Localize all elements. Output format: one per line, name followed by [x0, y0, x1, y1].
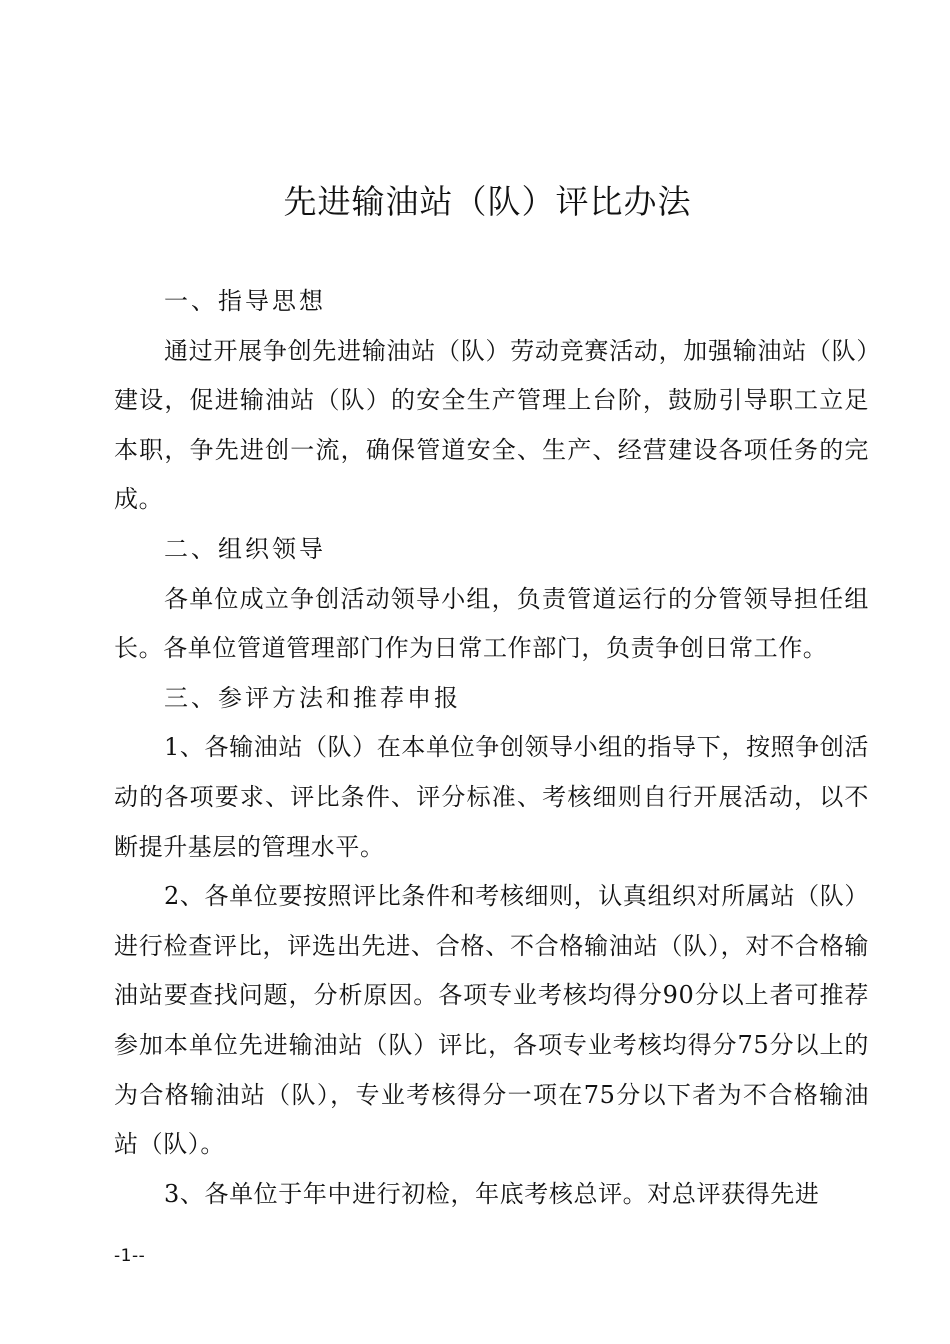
section-heading-organization: 二、组织领导: [164, 534, 326, 563]
paragraph-organization: 各单位成立争创活动领导小组，负责管道运行的分管领导担任组长。各单位管道管理部门作为日常工作部门，负责争创日常工作。: [114, 584, 869, 663]
page-number: -1-‐: [114, 1246, 146, 1266]
paragraph-guiding-ideology: 通过开展争创先进输油站（队）劳动竞赛活动，加强输油站（队）建设，促进输油站（队）的安全生产管理上台阶，鼓励引导职工立足本职，争先进创一流，确保管道安全、生产、经营建设各项任务的完成。: [114, 336, 869, 514]
paragraph-method-item-1: 1、各输油站（队）在本单位争创领导小组的指导下，按照争创活动的各项要求、评比条件、评分标准、考核细则自行开展活动，以不断提升基层的管理水平。: [114, 733, 869, 861]
paragraph-method-item-3: 3、各单位于年中进行初检，年底考核总评。对总评获得先进: [164, 1179, 820, 1208]
document-title: 先进输油站（队）评比办法: [283, 182, 692, 221]
paragraph-method-item-2: 2、各单位要按照评比条件和考核细则，认真组织对所属站（队）进行检查评比，评选出先进、合格、不合格输油站（队），对不合格输油站要查找问题，分析原因。各项专业考核均得分90分以上者可推荐参加本单位先进输油站（队）评比，各项专业考核均得分75分以上的为合格输油站（队），专业考核得分一项在75分以下者为不合格输油站（队）。: [114, 882, 869, 1159]
document-body: [114, 277, 869, 1219]
section-heading-guiding-ideology: 一、指导思想: [164, 287, 326, 315]
section-heading-evaluation-method: 三、参评方法和推荐申报: [164, 683, 461, 712]
